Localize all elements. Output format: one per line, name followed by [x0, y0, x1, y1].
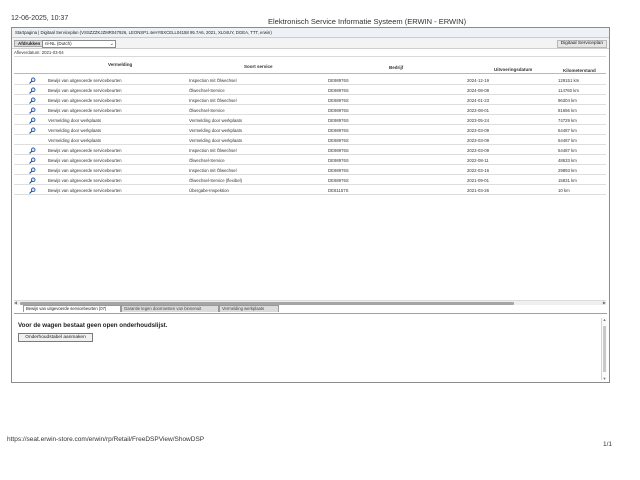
- cell-uitvoeringsdatum: 2021-03-26: [467, 187, 489, 193]
- cell-kilometerstand: 29893 km: [558, 167, 577, 173]
- cell-kilometerstand: 96304 km: [558, 97, 577, 103]
- service-table: [14, 56, 606, 324]
- cell-uitvoeringsdatum: 2023-08-01: [467, 107, 489, 113]
- cell-bedrijf: DE98976S: [328, 157, 349, 163]
- print-header: [0, 0, 640, 28]
- create-maintenance-table-button[interactable]: Onderhoudstabel aanmaken: [18, 333, 93, 342]
- cell-soort-service: Ölwechsel-Service: [189, 157, 225, 163]
- table-row[interactable]: [14, 185, 606, 195]
- language-select[interactable]: [42, 40, 116, 48]
- table-row[interactable]: [14, 155, 606, 165]
- cell-soort-service: Ölwechsel-Service (flexibel): [189, 177, 243, 183]
- application-frame: [11, 27, 610, 383]
- cell-bedrijf: DE98976S: [328, 167, 349, 173]
- column-header-kilometerstand[interactable]: Kilometerstand: [563, 68, 596, 73]
- cell-vermelding: Vermelding door werkplaats: [48, 127, 102, 133]
- print-button[interactable]: Afdrukken: [14, 40, 44, 47]
- cell-kilometerstand: 129151 km: [558, 77, 580, 83]
- cell-vermelding: Bewijs van uitgevoerde servicebeurten: [48, 87, 122, 93]
- cell-soort-service: Inspection mit Ölwechsel: [189, 97, 237, 103]
- cell-uitvoeringsdatum: 2024-08-08: [467, 87, 489, 93]
- cell-vermelding: Bewijs van uitgevoerde servicebeurten: [48, 107, 122, 113]
- cell-uitvoeringsdatum: 2023-03-09: [467, 127, 489, 133]
- cell-vermelding: Vermelding door werkplaats: [48, 117, 102, 123]
- cell-uitvoeringsdatum: 2022-08-11: [467, 157, 489, 163]
- scroll-down-icon[interactable]: ▼: [602, 376, 607, 381]
- cell-kilometerstand: 81656 km: [558, 107, 577, 113]
- table-row[interactable]: [14, 75, 606, 85]
- cell-kilometerstand: 48633 km: [558, 157, 577, 163]
- cell-soort-service: Inspection mit Ölwechsel: [189, 147, 237, 153]
- magnifier-icon[interactable]: [29, 177, 36, 184]
- print-datetime: 12-06-2025, 10:37: [11, 15, 69, 22]
- magnifier-icon[interactable]: [29, 87, 36, 94]
- magnifier-icon[interactable]: [29, 147, 36, 154]
- plan-title: Digitaal Serviceplan: [557, 40, 607, 48]
- breadcrumb[interactable]: Startpagina | Digitaal Serviceplan (VSSZZZKJZMR047926, LEONSP1.4eHYBXCELL04158 95.7A6, 2021, XL04UY, DGEA, TTT, erwin): [12, 28, 609, 38]
- cell-vermelding: Bewijs van uitgevoerde servicebeurten: [48, 187, 122, 193]
- cell-vermelding: Vermelding door werkplaats: [48, 137, 102, 143]
- cell-bedrijf: DE98976S: [328, 147, 349, 153]
- column-header-soort-service[interactable]: Soort service: [244, 64, 273, 69]
- cell-soort-service: Übergabe-Inspektion: [189, 187, 229, 193]
- cell-bedrijf: DE98976S: [328, 107, 349, 113]
- cell-kilometerstand: 64487 km: [558, 137, 577, 143]
- table-row[interactable]: [14, 115, 606, 125]
- language-select-value: nl-NL (Dutch): [45, 40, 72, 46]
- cell-uitvoeringsdatum: 2022-03-16: [467, 167, 489, 173]
- cell-uitvoeringsdatum: 2023-03-09: [467, 147, 489, 153]
- cell-bedrijf: DE98976S: [328, 177, 349, 183]
- magnifier-icon[interactable]: [29, 157, 36, 164]
- column-header-uitvoeringsdatum[interactable]: Uitvoeringsdatum: [494, 67, 533, 72]
- toolbar: [12, 38, 609, 49]
- cell-bedrijf: DE81157S: [328, 187, 349, 193]
- cell-bedrijf: DE98976S: [328, 137, 349, 143]
- scroll-up-icon[interactable]: ▲: [602, 317, 607, 322]
- cell-kilometerstand: 64487 km: [558, 147, 577, 153]
- cell-kilometerstand: 64487 km: [558, 127, 577, 133]
- table-row[interactable]: [14, 85, 606, 95]
- print-url: https://seat.erwin-store.com/erwin/rp/Retail/FreeDSPView/ShowDSP: [7, 436, 205, 443]
- cell-soort-service: Inspection mit Ölwechsel: [189, 167, 237, 173]
- cell-bedrijf: DE98976S: [328, 117, 349, 123]
- cell-bedrijf: DE98976S: [328, 77, 349, 83]
- table-row[interactable]: [14, 165, 606, 175]
- table-row[interactable]: [14, 145, 606, 155]
- cell-uitvoeringsdatum: 2021-09-01: [467, 177, 489, 183]
- cell-vermelding: Bewijs van uitgevoerde servicebeurten: [48, 177, 122, 183]
- cell-vermelding: Bewijs van uitgevoerde servicebeurten: [48, 167, 122, 173]
- cell-bedrijf: DE98976S: [328, 87, 349, 93]
- scroll-left-icon[interactable]: ◀: [14, 300, 18, 305]
- tab-rust-warranty[interactable]: Garantie tegen doorroesten van binnenuit: [121, 305, 219, 312]
- cell-soort-service: Vermelding door werkplaats: [189, 137, 243, 143]
- cell-kilometerstand: 15831 km: [558, 177, 577, 183]
- cell-soort-service: Vermelding door werkplaats: [189, 127, 243, 133]
- cell-uitvoeringsdatum: 2023-03-09: [467, 137, 489, 143]
- table-row[interactable]: [14, 95, 606, 105]
- scroll-right-icon[interactable]: ▶: [602, 300, 606, 305]
- cell-kilometerstand: 114760 km: [558, 87, 579, 93]
- magnifier-icon[interactable]: [29, 97, 36, 104]
- magnifier-icon[interactable]: [29, 167, 36, 174]
- cell-uitvoeringsdatum: 2023-05-24: [467, 117, 489, 123]
- tab-strip: [15, 305, 607, 313]
- cell-uitvoeringsdatum: 2024-01-23: [467, 97, 489, 103]
- cell-soort-service: Vermelding door werkplaats: [189, 117, 243, 123]
- table-row[interactable]: [14, 135, 606, 145]
- cell-soort-service: Inspection mit Ölwechsel: [189, 77, 237, 83]
- cell-soort-service: Ölwechsel-Service: [189, 87, 225, 93]
- cell-vermelding: Bewijs van uitgevoerde servicebeurten: [48, 97, 122, 103]
- table-header: [14, 57, 606, 74]
- cell-kilometerstand: 74729 km: [558, 117, 577, 123]
- magnifier-icon[interactable]: [29, 77, 36, 84]
- cell-vermelding: Bewijs van uitgevoerde servicebeurten: [48, 147, 122, 153]
- page-number: 1/1: [603, 441, 613, 448]
- table-row[interactable]: [14, 125, 606, 135]
- table-row[interactable]: [14, 105, 606, 115]
- magnifier-icon[interactable]: [29, 107, 36, 114]
- cell-kilometerstand: 10 km: [558, 187, 570, 193]
- magnifier-icon[interactable]: [29, 127, 36, 134]
- cell-vermelding: Bewijs van uitgevoerde servicebeurten: [48, 77, 122, 83]
- cell-vermelding: Bewijs van uitgevoerde servicebeurten: [48, 157, 122, 163]
- cell-bedrijf: DE98976S: [328, 127, 349, 133]
- cell-bedrijf: DE98976S: [328, 97, 349, 103]
- vertical-scrollbar[interactable]: [601, 318, 607, 380]
- magnifier-icon[interactable]: [29, 117, 36, 124]
- vertical-scrollbar-thumb[interactable]: [603, 326, 606, 372]
- cell-soort-service: Ölwechsel-Service: [189, 107, 225, 113]
- tab-workshop-note[interactable]: Vermelding werkplaats: [219, 305, 279, 312]
- maintenance-panel: [14, 313, 607, 381]
- tab-service-proof[interactable]: Bewijs van uitgevoerde servicebeurten (07): [23, 305, 121, 312]
- column-header-bedrijf[interactable]: Bedrijf: [389, 65, 404, 70]
- window-title: Elektronisch Service Informatie Systeem (ERWIN - ERWIN): [268, 17, 467, 26]
- magnifier-icon[interactable]: [29, 187, 36, 194]
- column-header-vermelding[interactable]: Vermelding: [108, 62, 133, 67]
- delivery-date: Afleverdatum: 2021-03-04: [14, 50, 64, 55]
- chevron-down-icon: ⌄: [109, 40, 114, 47]
- table-row[interactable]: [14, 175, 606, 185]
- cell-uitvoeringsdatum: 2024-12-19: [467, 77, 489, 83]
- no-maintenance-message: Voor de wagen bestaat geen open onderhoudslijst.: [18, 322, 168, 329]
